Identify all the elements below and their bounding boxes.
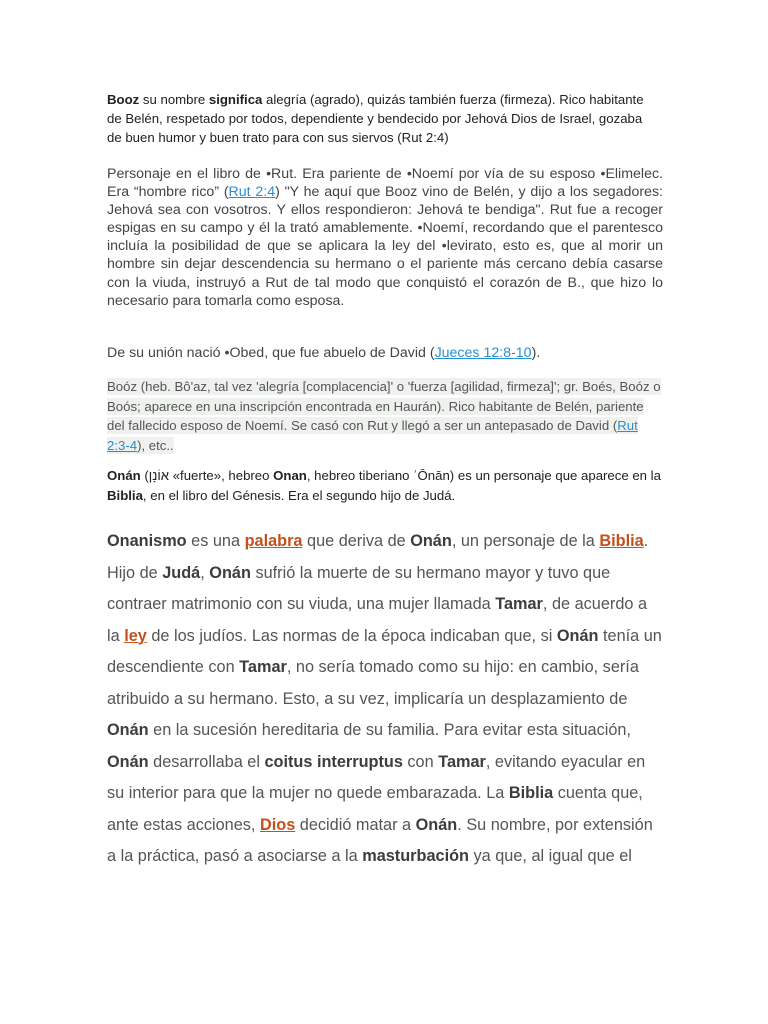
- text-run: , hebreo tiberiano ʾŌnān) es un personaje que aparece en la: [306, 468, 661, 483]
- paragraph-onan-intro: [107, 466, 663, 506]
- text-run: (אוֹנָן «fuerte», hebreo: [140, 468, 274, 483]
- text-run: , no sería tomado como su hijo: en cambio, sería atribuido a su hermano. Esto, a su vez, implicaría un desplazamiento de: [107, 658, 639, 708]
- keyword-link-dios[interactable]: Dios: [259, 815, 296, 834]
- paragraph-booz-character: [107, 165, 663, 310]
- text-run: ).: [531, 345, 541, 361]
- bold-term: Onán: [107, 468, 141, 483]
- bold-term: Onan: [273, 468, 307, 483]
- keyword-link-ley[interactable]: ley: [124, 626, 147, 645]
- text-run: que deriva de: [302, 532, 411, 550]
- text-run: Boóz (heb. Bô'az, tal vez 'alegría [complacencia]' o 'fuerza [agilidad, firmeza]'; gr. Boés, Boóz o Boós; aparece en una inscripción encontrada en Haurán). Rico habitante de Belén, pariente del fallecido esposo de Noemí. Se casó con Rut y llegó a ser un antepasado de David (: [107, 379, 661, 433]
- bold-term: Onán: [410, 532, 452, 550]
- text-run: . Hijo de: [107, 532, 649, 582]
- text-run: tenía un descendiente con: [107, 626, 662, 676]
- bold-term: Onán: [107, 752, 149, 771]
- keyword-link-biblia[interactable]: Biblia: [599, 532, 644, 550]
- text-run: desarrollaba el: [148, 752, 265, 771]
- bold-term: Onanismo: [107, 532, 187, 550]
- bold-term: Tamar: [438, 752, 486, 771]
- bold-term: Tamar: [495, 595, 543, 613]
- text-run: De su unión nació •Obed, que fue abuelo de David (: [107, 345, 435, 361]
- text-run: ya que, al igual que el: [468, 847, 632, 865]
- highlighted-text: [107, 378, 661, 454]
- keyword-link-palabra[interactable]: palabra: [244, 532, 303, 550]
- bold-term: Judá: [162, 563, 201, 582]
- bold-term: Onán: [556, 626, 599, 645]
- text-run: cuenta que, ante estas acciones,: [107, 784, 643, 834]
- text-run: es una: [186, 532, 245, 550]
- text-run: ), etc..: [137, 437, 174, 453]
- reference-link-rut-2-4[interactable]: Rut 2:4: [228, 184, 276, 201]
- paragraph-booz-dictionary: [107, 377, 663, 455]
- text-run: su nombre: [139, 92, 209, 107]
- reference-link-jueces[interactable]: Jueces 12:8-10: [434, 345, 532, 361]
- bold-term: Biblia: [107, 488, 143, 503]
- text-run: con: [402, 752, 439, 771]
- paragraph-obed: [107, 343, 663, 363]
- bold-term: Onán: [209, 563, 251, 582]
- bold-term: Tamar: [239, 658, 287, 676]
- text-run: ) "Y he aquí que Booz vino de Belén, y dijo a los segadores: Jehová sea con vosotros. Y ellos respondieron: Jehová te bendiga". Rut fue a recoger espigas en su campo y él la trató amablemente. •Noemí, recordando que el parentesco incluía la posibilidad de que se aplicara la ley del •levirato, esto es, que al morir un hombre sin dejar descendencia su hermano o el pariente más cercano debía casarse con la viuda, instruyó a Rut de tal modo que conquistó el corazón de B., que hizo lo necesario para tomarla como esposa.: [107, 184, 663, 309]
- text-run: , un personaje de la: [451, 532, 600, 550]
- bold-term: Biblia: [508, 784, 554, 802]
- text-run: , de acuerdo a la: [107, 595, 648, 645]
- bold-term: Onán: [415, 815, 458, 834]
- paragraph-booz-intro: [107, 90, 647, 147]
- text-run: , evitando eyacular en su interior para que la mujer no quede embarazada. La: [107, 752, 646, 802]
- text-run: decidió matar a: [295, 815, 416, 834]
- text-run: , en el libro del Génesis. Era el segundo hijo de Judá.: [142, 488, 456, 503]
- reference-link-rut-2-3-4[interactable]: Rut 2:3-4: [107, 418, 638, 453]
- text-run: de los judíos. Las normas de la época indicaban que, si: [146, 626, 557, 645]
- bold-term: Onán: [107, 721, 149, 739]
- bold-term: Booz: [107, 92, 140, 107]
- text-run: Personaje en el libro de •Rut. Era pariente de •Noemí por vía de su esposo •Elimelec. Era “hombre rico” (: [107, 166, 663, 201]
- text-run: alegría (agrado), quizás también fuerza (firmeza). Rico habitante de Belén, respetado por todos, dependiente y bendecido por Jehová Dios de Israel, gozaba de buen humor y buen trato para con sus siervos (Rut 2:4): [107, 92, 644, 145]
- text-run: sufrió la muerte de su hermano mayor y tuvo que contraer matrimonio con su viuda, una mujer llamada: [107, 563, 611, 613]
- text-run: . Su nombre, por extensión a la práctica, pasó a asociarse a la: [107, 815, 653, 865]
- bold-term: coitus interruptus: [264, 752, 403, 771]
- paragraph-onanismo: [107, 526, 663, 873]
- bold-term: significa: [208, 92, 263, 107]
- text-run: en la sucesión hereditaria de su familia. Para evitar esta situación,: [148, 721, 631, 739]
- text-run: ,: [200, 563, 210, 582]
- bold-term: masturbación: [362, 847, 469, 865]
